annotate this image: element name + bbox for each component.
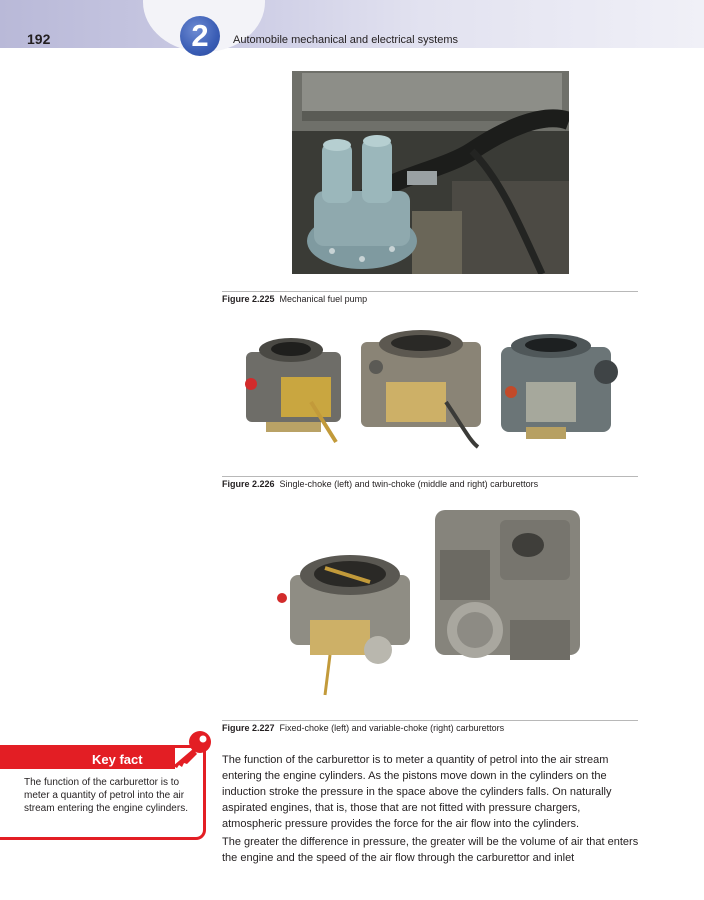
body-paragraph: The greater the difference in pressure, the greater will be the volume of air that enters the engine and the speed of the air flow through the carburettor and inlet	[222, 836, 639, 864]
key-fact-title: Key fact	[92, 752, 143, 767]
figure-number: Figure 2.226	[222, 479, 275, 489]
fixed-variable-choke-photo	[270, 510, 588, 702]
figure-2-225-rule	[222, 291, 638, 292]
page-number: 192	[27, 31, 51, 47]
body-paragraph: The function of the carburettor is to meter a quantity of petrol into the air stream entering the engine cylinders. As the pistons move down in the cylinders on the induction stroke the pressure in the space above the cylinders falls. On naturally aspirated engines, that is, those that are not fitted with pressure chargers, atmospheric pressure provides the force for the air flow into the cylinders.	[222, 754, 612, 830]
chapter-badge: 2	[180, 16, 220, 56]
key-fact-text: The function of the carburettor is to meter a quantity of petrol into the air stream entering the engine cylinders.	[24, 777, 188, 814]
figure-number: Figure 2.227	[222, 723, 275, 733]
figure-caption-text: Fixed-choke (left) and variable-choke (right) carburettors	[279, 723, 505, 733]
figure-2-227-caption	[222, 723, 504, 733]
carburettors-photo	[226, 322, 638, 457]
figure-2-225-caption	[222, 294, 367, 304]
key-fact-header	[0, 745, 175, 769]
figure-2-226-rule	[222, 476, 638, 477]
key-icon	[167, 728, 213, 768]
figure-number: Figure 2.225	[222, 294, 275, 304]
running-title: Automobile mechanical and electrical systems	[233, 34, 458, 46]
figure-2-226-caption	[222, 479, 538, 489]
figure-2-227-rule	[222, 720, 638, 721]
fuel-pump-photo	[292, 71, 569, 274]
figure-caption-text: Mechanical fuel pump	[279, 294, 368, 304]
figure-caption-text: Single-choke (left) and twin-choke (middle and right) carburettors	[279, 479, 539, 489]
